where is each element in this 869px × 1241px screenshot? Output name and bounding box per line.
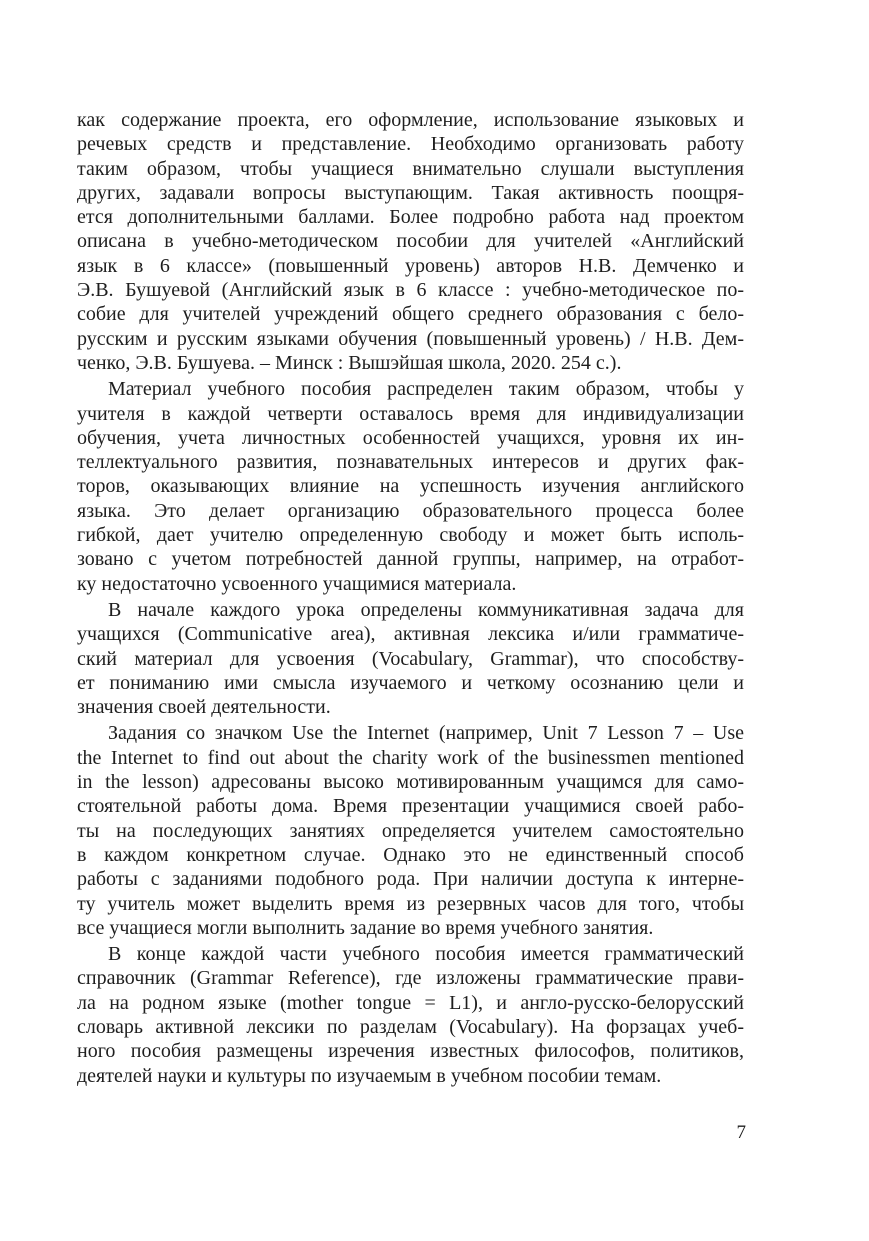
text-line: таким образом, чтобы учащиеся внимательно слушали выступления	[77, 157, 744, 180]
text-line: зовано с учетом потребностей данной группы, например, на отработ-	[77, 548, 744, 571]
text-line: других, задавали вопросы выступающим. Такая активность поощря-	[77, 181, 744, 204]
page-body	[77, 108, 744, 1088]
text-line: деятелей науки и культуры по изучаемым в учебном пособии темам.	[77, 1064, 662, 1087]
text-line: the Internet to find out about the charity work of the businessmen mentioned	[77, 746, 744, 769]
text-line: языка. Это делает организацию образовательного процесса более	[77, 499, 744, 522]
text-line: Э.В. Бушуевой (Английский язык в 6 классе : учебно-методическое по-	[77, 279, 744, 302]
text-line: ного пособия размещены изречения известных философов, политиков,	[77, 1040, 744, 1063]
text-line: работы с заданиями подобного рода. При наличии доступа к интерне-	[77, 868, 744, 891]
text-line: стоятельной работы дома. Время презентации учащимися своей рабо-	[77, 795, 744, 818]
text-line: все учащиеся могли выполнить задание во время учебного занятия.	[77, 916, 654, 939]
text-line: Задания со значком Use the Internet (например, Unit 7 Lesson 7 – Use	[108, 722, 744, 745]
text-line: В начале каждого урока определены коммуникативная задача для	[108, 598, 744, 621]
text-line: Материал учебного пособия распределен таким образом, чтобы у	[108, 378, 744, 401]
text-line: речевых средств и представление. Необходимо организовать работу	[77, 133, 744, 156]
paragraph	[77, 721, 744, 940]
paragraph	[77, 377, 744, 596]
text-line: теллектуального развития, познавательных интересов и других фак-	[77, 451, 744, 474]
text-line: в каждом конкретном случае. Однако это не единственный способ	[77, 843, 744, 866]
text-line: язык в 6 классе» (повышенный уровень) авторов Н.В. Демченко и	[77, 254, 744, 277]
text-line: ется дополнительными баллами. Более подробно работа над проектом	[77, 206, 744, 229]
text-line: ту учитель может выделить время из резервных часов для того, чтобы	[77, 892, 744, 915]
paragraph	[77, 108, 744, 375]
text-line: учащихся (Communicative area), активная лексика и/или грамматиче-	[77, 623, 744, 646]
text-line: учителя в каждой четверти оставалось время для индивидуализации	[77, 402, 744, 425]
text-line: ченко, Э.В. Бушуева. – Минск : Вышэйшая школа, 2020. 254 с.).	[77, 351, 622, 374]
text-line: значения своей деятельности.	[77, 696, 331, 719]
text-line: собие для учителей учреждений общего среднего образования с бело-	[77, 303, 744, 326]
text-line: как содержание проекта, его оформление, использование языковых и	[77, 109, 744, 131]
page-number: 7	[736, 1122, 746, 1143]
text-line: русским и русским языками обучения (повышенный уровень) / Н.В. Дем-	[77, 327, 744, 350]
text-line: гибкой, дает учителю определенную свободу и может быть исполь-	[77, 524, 744, 547]
paragraph	[77, 598, 744, 719]
text-line: обучения, учета личностных особенностей учащихся, уровня их ин-	[77, 426, 744, 449]
text-line: ты на последующих занятиях определяется учителем самостоятельно	[77, 819, 744, 842]
text-line: in the lesson) адресованы высоко мотивированным учащимся для само-	[77, 771, 744, 794]
text-line: описана в учебно-методическом пособии для учителей «Английский	[77, 230, 744, 253]
text-line: справочник (Grammar Reference), где изложены грамматические прави-	[77, 967, 744, 990]
paragraph	[77, 942, 744, 1088]
text-line: словарь активной лексики по разделам (Vocabulary). На форзацах учеб-	[77, 1015, 744, 1038]
text-line: В конце каждой части учебного пособия имеется грамматический	[108, 943, 744, 966]
text-line: ла на родном языке (mother tongue = L1), и англо-русско-белорусский	[77, 991, 744, 1014]
text-line: торов, оказывающих влияние на успешность изучения английского	[77, 475, 744, 498]
text-line: ку недостаточно усвоенного учащимися материала.	[77, 572, 517, 595]
text-line: ет пониманию ими смысла изучаемого и четкому осознанию цели и	[77, 671, 744, 694]
text-line: ский материал для усвоения (Vocabulary, Grammar), что способству-	[77, 647, 744, 670]
